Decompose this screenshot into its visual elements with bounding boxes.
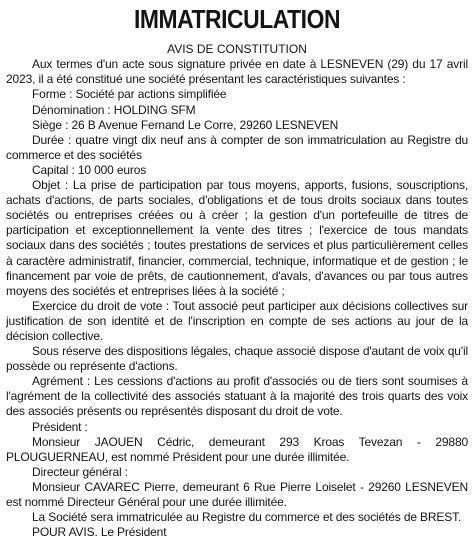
notice-signature: POUR AVIS. Le Président xyxy=(32,525,167,540)
notice-body xyxy=(6,57,468,540)
notice-paragraph-denomination: Dénomination : HOLDING SFM xyxy=(32,102,196,117)
notice-paragraph-president-label: Président : xyxy=(32,419,88,434)
notice-paragraph-objet: Objet : La prise de participation par tous moyens, apports, fusions, souscriptions, achats d'actions, de parts sociales, d'obligations et de tous droits sociaux dans toutes sociétés ou entreprises créées ou à créer ; la gestion d'un portefeuille de titres de participation et exceptionnellement la vente des titres ; l'exercice de tous mandats sociaux dans des sociétés ; toutes prestations de services et plus particulièrement celles à caractère administratif, financier, commercial, technique, informatique et de gestion ; le financement par voie de prêts, de cautionnement, d'avals, d'avances ou par tous autres moyens des sociétés et entreprises liées à la société ; xyxy=(6,178,468,298)
notice-paragraph-directeur: Monsieur CAVAREC Pierre, demeurant 6 Rue Pierre Loiselet - 29260 LESNEVEN est nommé Directeur Général pour une durée illimitée. xyxy=(6,479,468,510)
legal-notice xyxy=(6,4,468,540)
notice-paragraph-directeur-label: Directeur général : xyxy=(32,464,128,479)
notice-paragraph-president: Monsieur JAOUEN Cédric, demeurant 293 Kroas Tevezan - 29880 PLOUGUERNEAU, est nommé Président pour une durée illimitée. xyxy=(6,434,468,464)
notice-heading: IMMATRICULATION xyxy=(133,4,341,34)
notice-subheading: AVIS DE CONSTITUTION xyxy=(167,42,307,56)
notice-paragraph-capital: Capital : 10 000 euros xyxy=(32,162,147,177)
notice-paragraph-intro: Aux termes d'un acte sous signature privée en date à LESNEVEN (29) du 17 avril 2023, il a été constitué une société présentant les caractéristiques suivantes : xyxy=(6,57,468,87)
notice-paragraph-agrement: Agrément : Les cessions d'actions au profit d'associés ou de tiers sont soumises à l'agrément de la collectivité des associés statuant à la majorité des trois quarts des voix des associés présents ou représentés disposant du droit de vote. xyxy=(6,374,468,419)
notice-paragraph-duree: Durée : quatre vingt dix neuf ans à compter de son immatriculation au Registre du commerce et des sociétés xyxy=(6,132,468,162)
notice-paragraph-forme: Forme : Société par actions simplifiée xyxy=(32,87,227,102)
notice-paragraph-reserve: Sous réserve des dispositions légales, chaque associé dispose d'autant de voix qu'il possède ou représente d'actions. xyxy=(6,344,468,374)
notice-paragraph-droit-de-vote: Exercice du droit de vote : Tout associé peut participer aux décisions collectives sur justification de son identité et de l'inscription en compte de ses actions au jour de la décision collective. xyxy=(6,298,468,343)
notice-paragraph-siege: Siège : 26 B Avenue Fernand Le Corre, 29260 LESNEVEN xyxy=(32,117,339,132)
notice-paragraph-immatriculation: La Société sera immatriculée au Registre du commerce et des sociétés de BREST. xyxy=(32,510,462,525)
